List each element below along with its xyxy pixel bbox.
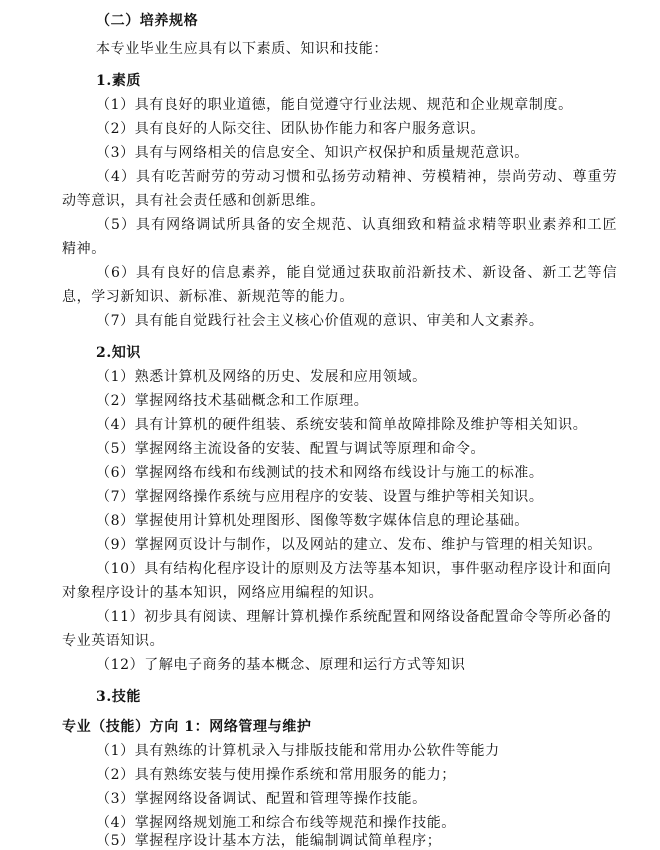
zhishi-item-10-line2: 对象程序设计的基本知识，网络应用编程的知识。 [62, 585, 384, 601]
section-title: （二）培养规格 [96, 13, 199, 29]
zhishi-item-11-line1: （11）初步具有阅读、理解计算机操作系统配置和网络设备配置命令等所必备的 [96, 609, 612, 625]
suzhi-item-1: （1）具有良好的职业道德，能自觉遵守行业法规、规范和企业规章制度。 [96, 97, 573, 113]
zhishi-item-10-line1: （10）具有结构化程序设计的原则及方法等基本知识，事件驱动程序设计和面向 [96, 561, 612, 577]
suzhi-item-7: （7）具有能自觉践行社会主义核心价值观的意识、审美和人文素养。 [96, 313, 544, 329]
suzhi-item-6-line1: （6）具有良好的信息素养，能自觉通过获取前沿新技术、新设备、新工艺等信 [96, 265, 618, 281]
jineng-item-2: （2）具有熟练安装与使用操作系统和常用服务的能力； [96, 767, 456, 783]
suzhi-item-3: （3）具有与网络相关的信息安全、知识产权保护和质量规范意识。 [96, 145, 529, 161]
zhishi-item-11-line2: 专业英语知识。 [62, 633, 165, 649]
jineng-item-3: （3）掌握网络设备调试、配置和管理等操作技能。 [96, 791, 427, 807]
zhishi-item-2: （2）掌握网络技术基础概念和工作原理。 [96, 393, 369, 409]
zhishi-item-9: （9）掌握网页设计与制作，以及网站的建立、发布、维护与管理的相关知识。 [96, 537, 602, 553]
zhishi-item-12: （12）了解电子商务的基本概念、原理和运行方式等知识 [96, 657, 466, 673]
jineng-item-5: （5）掌握程序设计基本方法，能编制调试简单程序； [96, 833, 442, 849]
intro-paragraph: 本专业毕业生应具有以下素质、知识和技能： [96, 41, 388, 57]
suzhi-item-5-line1: （5）具有网络调试所具备的安全规范、认真细致和精益求精等职业素养和工匠 [96, 217, 618, 233]
suzhi-item-6-line2: 息，学习新知识、新标准、新规范等的能力。 [62, 289, 354, 305]
zhishi-item-1: （1）熟悉计算机及网络的历史、发展和应用领域。 [96, 369, 427, 385]
zhishi-item-6: （6）掌握网络布线和布线测试的技术和网络布线设计与施工的标准。 [96, 465, 544, 481]
zhishi-item-4: （4）具有计算机的硬件组装、系统安装和简单故障排除及维护等相关知识。 [96, 417, 588, 433]
zhishi-item-7: （7）掌握网络操作系统与应用程序的安装、设置与维护等相关知识。 [96, 489, 544, 505]
zhishi-item-8: （8）掌握使用计算机处理图形、图像等数字媒体信息的理论基础。 [96, 513, 529, 529]
heading-zhishi: 2.知识 [96, 345, 142, 361]
heading-suzhi: 1.素质 [96, 73, 142, 89]
suzhi-item-2: （2）具有良好的人际交往、团队协作能力和客户服务意识。 [96, 121, 486, 137]
heading-jineng: 3.技能 [96, 689, 142, 705]
direction-title: 专业（技能）方向 1：网络管理与维护 [62, 719, 312, 735]
jineng-item-1: （1）具有熟练的计算机录入与排版技能和常用办公软件等能力 [96, 743, 500, 759]
jineng-item-4: （4）掌握网络规划施工和综合布线等规范和操作技能。 [96, 815, 456, 831]
suzhi-item-4-line1: （4）具有吃苦耐劳的劳动习惯和弘扬劳动精神、劳模精神，崇尚劳动、尊重劳 [96, 169, 618, 185]
suzhi-item-4-line2: 动等意识，具有社会责任感和创新思维。 [62, 193, 325, 209]
zhishi-item-5: （5）掌握网络主流设备的安装、配置与调试等原理和命令。 [96, 441, 486, 457]
suzhi-item-5-line2: 精神。 [62, 241, 106, 257]
